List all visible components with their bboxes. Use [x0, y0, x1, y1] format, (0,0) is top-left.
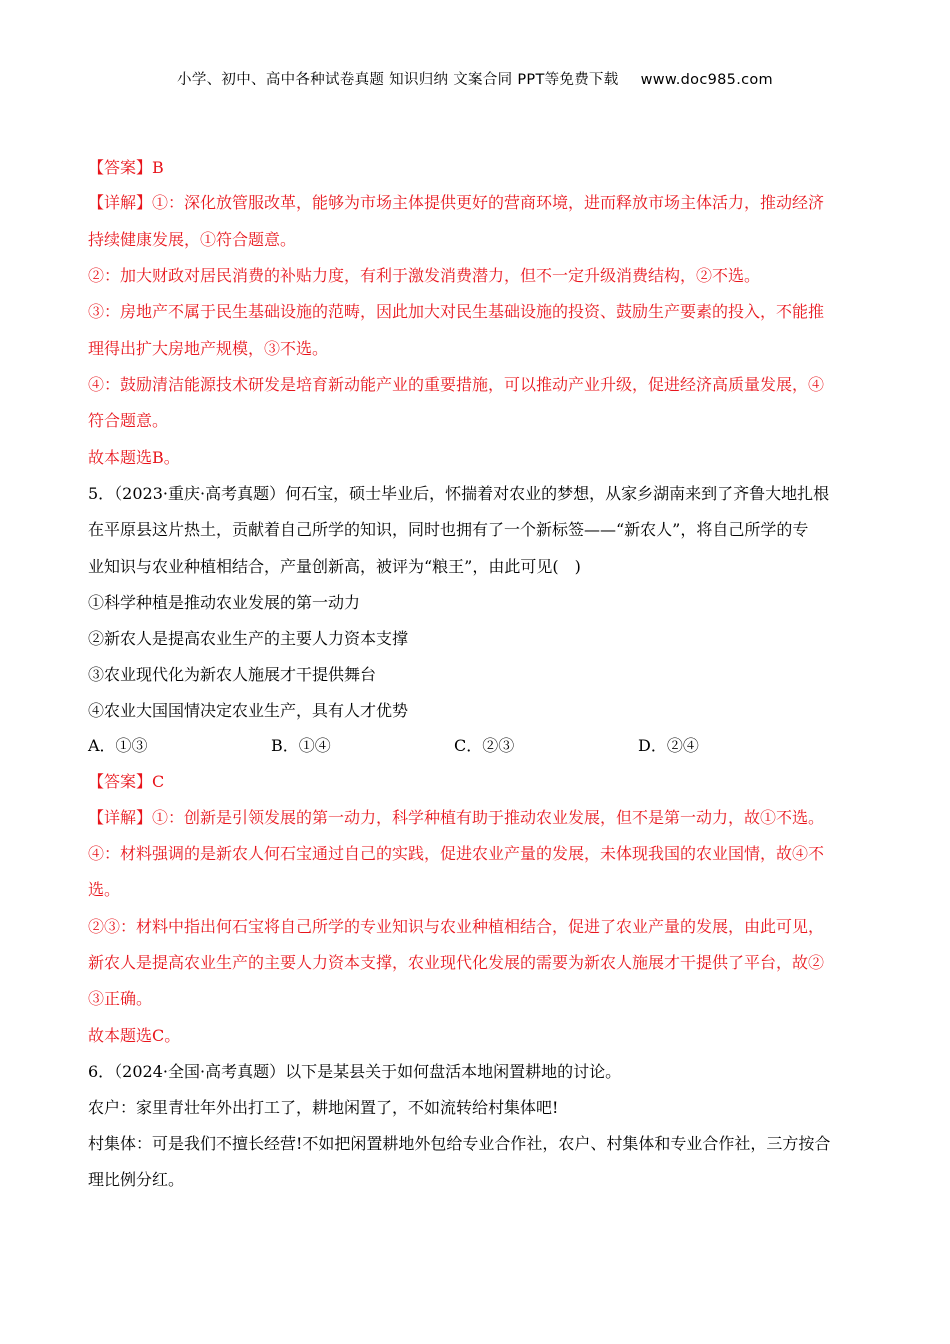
explanation-line: ③：房地产不属于民生基础设施的范畴，因此加大对民生基础设施的投资、鼓励生产要素的投入，不能推 — [88, 302, 825, 321]
option-d: D．②④ — [638, 736, 699, 755]
explanation-line: 【详解】①：深化放管服改革，能够为市场主体提供更好的营商环境，进而释放市场主体活力，推动经济 — [88, 193, 825, 212]
question-5-stem: 5．（2023·重庆·高考真题）何石宝，硕士毕业后，怀揣着对农业的梦想，从家乡湖南来到了齐鲁大地扎根 — [88, 484, 830, 503]
explanation-line: 【详解】①：创新是引领发展的第一动力，科学种植有助于推动农业发展，但不是第一动力，故①不选。 — [88, 808, 825, 827]
explanation-line: 新农人是提高农业生产的主要人力资本支撑，农业现代化发展的需要为新农人施展才干提供了平台，故② — [88, 953, 825, 972]
question-6-dialogue: 理比例分红。 — [88, 1170, 185, 1189]
explanation-line: ④：鼓励清洁能源技术研发是培育新动能产业的重要措施，可以推动产业升级，促进经济高质量发展，④ — [88, 375, 825, 394]
option-c: C．②③ — [454, 736, 515, 755]
header-site: www.doc985.com — [640, 72, 773, 88]
explanation-line: ②：加大财政对居民消费的补贴力度，有利于激发消费潜力，但不一定升级消费结构，②不选。 — [88, 266, 761, 285]
option-b: B．①④ — [271, 736, 331, 755]
statement-4: ④农业大国国情决定农业生产，具有人才优势 — [88, 701, 409, 720]
statement-2: ②新农人是提高农业生产的主要人力资本支撑 — [88, 629, 409, 648]
explanation-line: 符合题意。 — [88, 411, 169, 430]
explanation-line: ②③：材料中指出何石宝将自己所学的专业知识与农业种植相结合，促进了农业产量的发展，由此可见， — [88, 917, 825, 936]
option-a: A．①③ — [88, 736, 148, 755]
question-6-dialogue: 村集体：可是我们不擅长经营!不如把闲置耕地外包给专业合作社，农户、村集体和专业合作社，三方按合 — [88, 1134, 831, 1153]
explanation-line: ③正确。 — [88, 989, 153, 1008]
statement-3: ③农业现代化为新农人施展才干提供舞台 — [88, 665, 377, 684]
question-6-dialogue: 农户：家里青壮年外出打工了，耕地闲置了，不如流转给村集体吧! — [88, 1098, 559, 1117]
explanation-line: 持续健康发展，①符合题意。 — [88, 230, 297, 249]
explanation-line: 选。 — [88, 880, 121, 899]
explanation-line: ④：材料强调的是新农人何石宝通过自己的实践，促进农业产量的发展，未体现我国的农业国情，故④不 — [88, 844, 825, 863]
answer-label-q5: 【答案】C — [88, 772, 165, 791]
explanation-line: 理得出扩大房地产规模，③不选。 — [88, 339, 329, 358]
question-5-stem: 业知识与农业种植相结合，产量创新高，被评为“粮王”，由此可见( ) — [88, 557, 581, 576]
statement-1: ①科学种植是推动农业发展的第一动力 — [88, 593, 361, 612]
conclusion-q4: 故本题选B。 — [88, 448, 180, 467]
header-text: 小学、初中、高中各种试卷真题 知识归纳 文案合同 PPT等免费下载 — [177, 72, 619, 88]
question-6-stem: 6．（2024·全国·高考真题）以下是某县关于如何盘活本地闲置耕地的讨论。 — [88, 1062, 622, 1081]
question-5-stem: 在平原县这片热土，贡献着自己所学的知识，同时也拥有了一个新标签——“新农人”，将自己所学的专 — [88, 520, 809, 539]
conclusion-q5: 故本题选C。 — [88, 1026, 181, 1045]
answer-label-q4: 【答案】B — [88, 158, 164, 177]
page-header — [0, 68, 950, 89]
